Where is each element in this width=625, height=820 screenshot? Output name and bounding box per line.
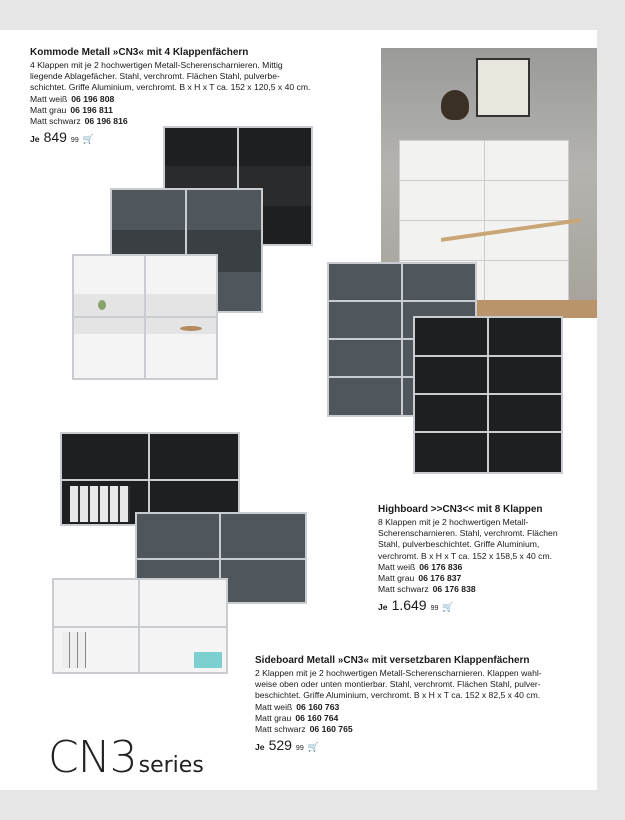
variant-row: Matt weiß 06 196 808: [30, 93, 115, 104]
variant-row: Matt weiß 06 160 763: [255, 701, 340, 712]
price: Je 529 99 🛒: [255, 737, 319, 754]
cn3-series-logo: CN3series: [48, 732, 204, 783]
variant-row: Matt schwarz 06 160 765: [255, 724, 353, 735]
variant-row: Matt grau 06 196 811: [30, 104, 113, 115]
cart-icon[interactable]: 🛒: [307, 742, 319, 753]
cart-icon[interactable]: 🛒: [442, 602, 454, 613]
sideboard-white: [52, 578, 228, 674]
product-title: Sideboard Metall »CN3« mit versetzbaren Klappenfächern: [255, 655, 530, 666]
product-description: 8 Klappen mit je 2 hochwertigen Metall- Scherenscharnieren. Stahl, verchromt. Flächen Stahl, pulverbeschichtet. Griffe Aluminium, verchromt. B x H x T ca. 152 x 158,5 x 40 cm.: [378, 517, 558, 561]
kommode-white: [72, 254, 218, 380]
wall-picture: [476, 58, 530, 117]
variant-row: Matt weiß 06 176 836: [378, 561, 463, 572]
variant-row: Matt grau 06 176 837: [378, 573, 462, 584]
product-sideboard-text: [255, 654, 595, 754]
vase: [441, 90, 469, 120]
catalog-page: [0, 30, 597, 790]
variant-row: Matt schwarz 06 196 816: [30, 116, 128, 127]
price: Je 849 99 🛒: [30, 129, 94, 146]
cart-icon[interactable]: 🛒: [82, 134, 94, 145]
variant-row: Matt schwarz 06 176 838: [378, 584, 476, 595]
price: Je 1.649 99 🛒: [378, 597, 454, 614]
product-highboard-text: [378, 503, 588, 615]
product-description: 4 Klappen mit je 2 hochwertigen Metall-Scherenscharnieren. Mittig liegende Ablagefächer. Stahl, verchromt. Flächen Stahl, pulverbe- schichtet. Griffe Aluminium, verchromt. B x H x T ca. 152 x 120,5 x 40 cm.: [30, 60, 311, 93]
highboard-black: [413, 316, 563, 474]
product-description: 2 Klappen mit je 2 hochwertigen Metall-Scherenscharnieren. Klappen wahl- weise oben oder unten montierbar. Stahl, verchromt. Flächen Stahl, pulver- beschichtet. Griffe Aluminium, verchromt. B x H x T ca. 152 x 82,5 x 40 cm.: [255, 668, 542, 701]
variant-row: Matt grau 06 160 764: [255, 712, 339, 723]
product-title: Highboard >>CN3<< mit 8 Klappen: [378, 504, 543, 515]
product-title: Kommode Metall »CN3« mit 4 Klappenfächern: [30, 47, 249, 58]
